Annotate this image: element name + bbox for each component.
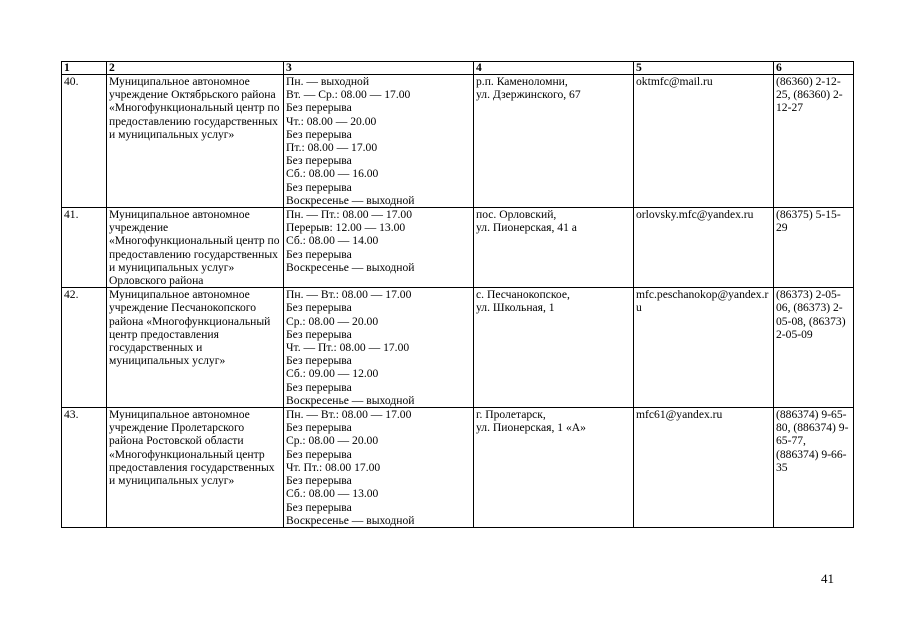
address-line: пос. Орловский, xyxy=(476,208,557,222)
schedule-line: Пн. — Пт.: 08.00 — 17.00 xyxy=(286,208,413,222)
schedule-line: Перерыв: 12.00 — 13.00 xyxy=(286,221,406,235)
schedule-line: Без перерыва xyxy=(286,380,352,394)
schedule-line: Чт.: 08.00 — 20.00 xyxy=(286,114,377,128)
row-number-cell: 40. xyxy=(62,75,107,208)
schedule-line: Сб.: 08.00 — 13.00 xyxy=(286,487,379,501)
phone-cell: (86375) 5-15-29 xyxy=(774,208,854,288)
schedule-line: Без перерыва xyxy=(286,327,352,341)
address-cell xyxy=(474,408,634,528)
schedule-line: Пт.: 08.00 — 17.00 xyxy=(286,141,378,155)
address-line: г. Пролетарск, xyxy=(476,408,546,422)
address-line: с. Песчанокопское, xyxy=(476,288,570,302)
schedule-line: Воскресенье — выходной xyxy=(286,513,415,527)
schedule-line: Сб.: 08.00 — 14.00 xyxy=(286,234,379,248)
column-header: 3 xyxy=(284,62,474,75)
column-header: 4 xyxy=(474,62,634,75)
address-line: ул. Пионерская, 1 «А» xyxy=(476,421,586,435)
address-line: ул. Пионерская, 41 а xyxy=(476,221,577,235)
header-row xyxy=(62,62,854,75)
row-number-cell: 41. xyxy=(62,208,107,288)
schedule-line: Без перерыва xyxy=(286,500,352,514)
mfc-table xyxy=(61,61,854,528)
schedule-cell xyxy=(284,75,474,208)
schedule-line: Пн. — Вт.: 08.00 — 17.00 xyxy=(286,408,412,422)
schedule-cell xyxy=(284,408,474,528)
schedule-line: Без перерыва xyxy=(286,101,352,115)
address-line: ул. Школьная, 1 xyxy=(476,301,555,315)
phone-cell: (86373) 2-05-06, (86373) 2-05-08, (86373) 2-05-09 xyxy=(774,288,854,408)
address-line: ул. Дзержинского, 67 xyxy=(476,88,581,102)
column-header: 2 xyxy=(107,62,284,75)
schedule-cell xyxy=(284,288,474,408)
schedule-line: Без перерыва xyxy=(286,180,352,194)
schedule-line: Без перерыва xyxy=(286,447,352,461)
email-cell: mfc.peschanokop@yandex.ru xyxy=(634,288,774,408)
organization-name-cell: Муниципальное автономное учреждение Пролетарского района Ростовской области «Многофункциональный центр предоставления государственных и муниципальных услуг» xyxy=(107,408,284,528)
schedule-line: Пн. — выходной xyxy=(286,75,370,88)
phone-cell: (886374) 9-65-80, (886374) 9-65-77, (886374) 9-66-35 xyxy=(774,408,854,528)
address-cell xyxy=(474,75,634,208)
column-header: 5 xyxy=(634,62,774,75)
schedule-line: Воскресенье — выходной xyxy=(286,260,415,274)
schedule-line: Вт. — Ср.: 08.00 — 17.00 xyxy=(286,88,411,102)
email-cell: orlovsky.mfc@yandex.ru xyxy=(634,208,774,288)
schedule-line: Без перерыва xyxy=(286,154,352,168)
email-cell: oktmfc@mail.ru xyxy=(634,75,774,208)
row-number-cell: 43. xyxy=(62,408,107,528)
schedule-line: Без перерыва xyxy=(286,127,352,141)
schedule-line: Без перерыва xyxy=(286,301,352,315)
schedule-line: Сб.: 09.00 — 12.00 xyxy=(286,367,379,381)
row-number-cell: 42. xyxy=(62,288,107,408)
column-header: 6 xyxy=(774,62,854,75)
schedule-line: Чт. Пт.: 08.00 17.00 xyxy=(286,460,381,474)
page-number: 41 xyxy=(821,571,834,586)
organization-name-cell: Муниципальное автономное учреждение Песчанокопского района «Многофункциональный центр предоставления государственных и муниципальных услуг» xyxy=(107,288,284,408)
address-cell xyxy=(474,288,634,408)
address-line: р.п. Каменоломни, xyxy=(476,75,568,88)
schedule-line: Ср.: 08.00 — 20.00 xyxy=(286,314,379,328)
table-row xyxy=(62,208,854,288)
schedule-line: Без перерыва xyxy=(286,474,352,488)
phone-cell: (86360) 2-12-25, (86360) 2-12-27 xyxy=(774,75,854,208)
schedule-line: Воскресенье — выходной xyxy=(286,193,415,207)
organization-name-cell: Муниципальное автономное учреждение «Многофункциональный центр по предоставлению государственных и муниципальных услуг» Орловского района xyxy=(107,208,284,288)
schedule-line: Без перерыва xyxy=(286,247,352,261)
schedule-line: Воскресенье — выходной xyxy=(286,393,415,407)
column-header: 1 xyxy=(62,62,107,75)
schedule-line: Без перерыва xyxy=(286,421,352,435)
table-row xyxy=(62,408,854,528)
schedule-line: Чт. — Пт.: 08.00 — 17.00 xyxy=(286,341,410,355)
organization-name-cell: Муниципальное автономное учреждение Октябрьского района «Многофункциональный центр по предоставлению государственных и муниципальных услуг» xyxy=(107,75,284,208)
table-row xyxy=(62,75,854,208)
schedule-line: Пн. — Вт.: 08.00 — 17.00 xyxy=(286,288,412,302)
schedule-line: Ср.: 08.00 — 20.00 xyxy=(286,434,379,448)
schedule-line: Сб.: 08.00 — 16.00 xyxy=(286,167,379,181)
schedule-line: Без перерыва xyxy=(286,354,352,368)
table-row xyxy=(62,288,854,408)
schedule-cell xyxy=(284,208,474,288)
email-cell: mfc61@yandex.ru xyxy=(634,408,774,528)
address-cell xyxy=(474,208,634,288)
